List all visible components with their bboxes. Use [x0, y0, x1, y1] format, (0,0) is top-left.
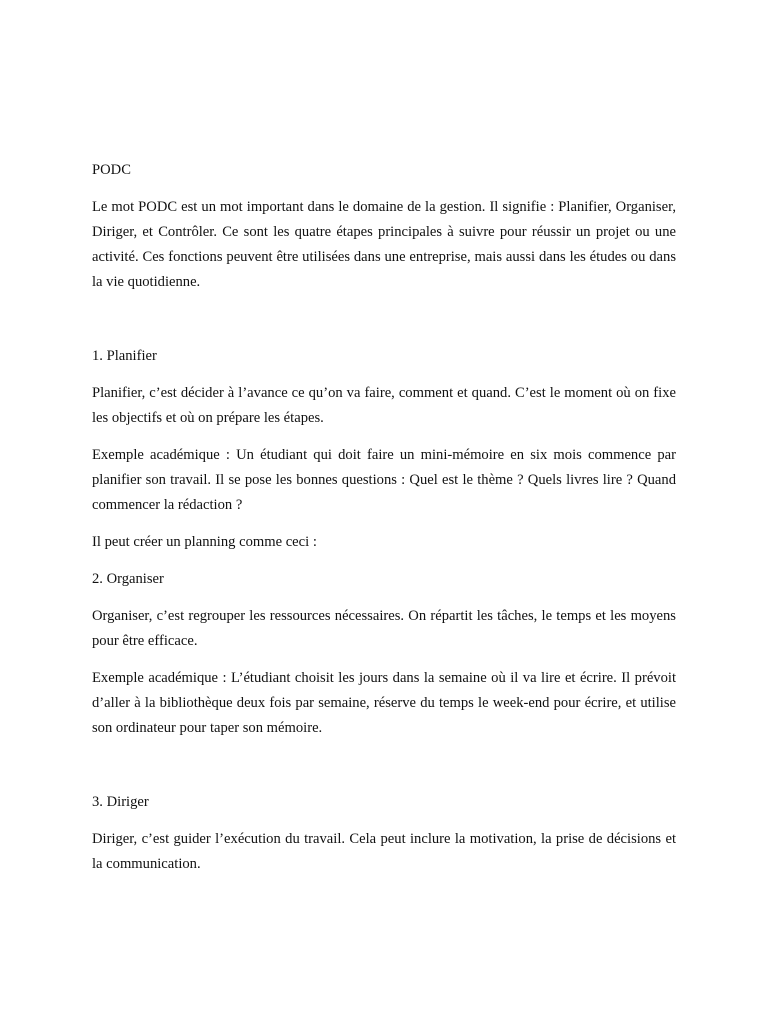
document-page	[92, 158, 676, 889]
section-heading-organiser: 2. Organiser	[92, 571, 164, 587]
planifier-planning-note: Il peut créer un planning comme ceci :	[92, 534, 317, 550]
planifier-definition: Planifier, c’est décider à l’avance ce qu’on va faire, comment et quand. C’est le moment où on fixe les objectifs et où on prépare les étapes.	[92, 385, 676, 426]
planifier-example: Exemple académique : Un étudiant qui doit faire un mini-mémoire en six mois commence par planifier son travail. Il se pose les bonnes questions : Quel est le thème ? Quels livres lire ? Quand commencer la rédaction ?	[92, 447, 676, 513]
section-heading-diriger: 3. Diriger	[92, 794, 149, 810]
organiser-definition: Organiser, c’est regrouper les ressources nécessaires. On répartit les tâches, le temps et les moyens pour être efficace.	[92, 608, 676, 649]
diriger-definition: Diriger, c’est guider l’exécution du travail. Cela peut inclure la motivation, la prise de décisions et la communication.	[92, 831, 676, 872]
organiser-example: Exemple académique : L’étudiant choisit les jours dans la semaine où il va lire et écrire. Il prévoit d’aller à la bibliothèque deux fois par semaine, réserve du temps le week-end pour écrire, et utilise son ordinateur pour taper son mémoire.	[92, 670, 676, 736]
intro-paragraph: Le mot PODC est un mot important dans le domaine de la gestion. Il signifie : Planifier, Organiser, Diriger, et Contrôler. Ce sont les quatre étapes principales à suivre pour réussir un projet ou une activité. Ces fonctions peuvent être utilisées dans une entreprise, mais aussi dans les études ou dans la vie quotidienne.	[92, 199, 676, 290]
document-title: PODC	[92, 162, 131, 178]
section-heading-planifier: 1. Planifier	[92, 348, 157, 364]
